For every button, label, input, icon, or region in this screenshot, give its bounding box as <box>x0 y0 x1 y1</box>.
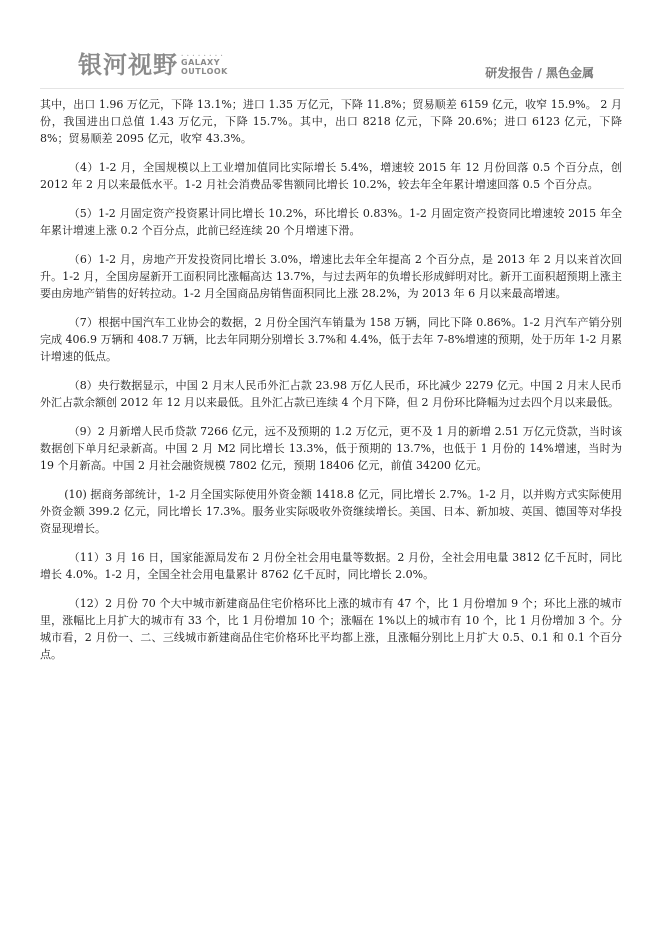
report-body <box>40 96 622 675</box>
paragraph-forex-reserves: （8）央行数据显示，中国 2 月末人民币外汇占款 23.98 万亿人民币，环比减少 2279 亿元。中国 2 月末人民币外汇占款余额创 2012 年 12 月以来最低。且外汇占款已连续 4 个月下降，但 2 月份环比降幅为过去四个月以来最低。 <box>40 379 622 409</box>
paragraph-auto-sales: （7）根据中国汽车工业协会的数据，2 月份全国汽车销量为 158 万辆，同比下降 0.86%。1-2 月汽车产销分别完成 406.9 万辆和 408.7 万辆，比去年同期分别增长 3.7%和 4.4%，低于去年 7-8%增速的预期，处于历年 1-2 月累计增速的低点。 <box>40 316 622 363</box>
paragraph-real-estate: （6）1-2 月，房地产开发投资同比增长 3.0%，增速比去年全年提高 2 个百分点，是 2013 年 2 月以来首次回升。1-2 月，全国房屋新开工面积同比涨幅高达 13.7%，与过去两年的负增长形成鲜明对比。新开工面积超预期上涨主要由房地产销售的好转拉动。1-2 月全国商品房销售面积同比上涨 28.2%，为 2013 年 6 月以来最高增速。 <box>40 253 622 300</box>
logo-outlook: OUTLOOK <box>181 67 228 76</box>
paragraph-credit: （9）2 月新增人民币贷款 7266 亿元，远不及预期的 1.2 万亿元，更不及 1 月的新增 2.51 万亿元贷款，当时该数据创下单月纪录新高。中国 2 月 M2 同比增长 13.3%，低于预期的 13.7%，也低于 1 月份的 14%增速，当时为 19 个月新高。中国 2 月社会融资规模 7802 亿元，预期 18406 亿元，前值 34200 亿元。 <box>40 425 622 472</box>
paragraph-electricity: （11）3 月 16 日，国家能源局发布 2 月份全社会用电量等数据。2 月份，全社会用电量 3812 亿千瓦时，同比增长 4.0%。1-2 月，全国全社会用电量累计 8762 亿千瓦时，同比增长 2.0%。 <box>40 551 622 581</box>
paragraph-housing-prices: （12）2 月份 70 个大中城市新建商品住宅价格环比上涨的城市有 47 个，比 1 月份增加 9 个；环比上涨的城市里，涨幅比上月扩大的城市有 33 个，比 1 月份增加 10 个；涨幅在 1%以上的城市有 10 个，比 1 月份增加 3 个。分城市看，2 月份一、二、三线城市新建商品住宅价格环比平均都上涨，且涨幅分别比上月扩大 0.5、0.1 和 0.1 个百分点。 <box>40 597 622 661</box>
galaxy-outlook-logo <box>78 53 228 77</box>
paragraph-trade: 其中，出口 1.96 万亿元，下降 13.1%；进口 1.35 万亿元，下降 11.8%；贸易顺差 6159 亿元，收窄 15.9%。 2 月份，我国进出口总值 1.43 万亿元，下降 15.7%。其中，出口 8218 亿元，下降 20.6%；进口 6123 亿元，下降 8%；贸易顺差 2095 亿元，收窄 43.3%。 <box>40 98 622 145</box>
header-divider <box>40 88 624 89</box>
paragraph-foreign-investment: (10) 据商务部统计，1-2 月全国实际使用外资金额 1418.8 亿元，同比增长 2.7%。1-2 月，以并购方式实际使用外资金额 399.2 亿元，同比增长 17.3%。服务业实际吸收外资继续增长。美国、日本、新加坡、英国、德国等对华投资显现增长。 <box>40 488 622 535</box>
report-section-tag: 研发报告 / 黑色金属 <box>485 66 594 80</box>
logo-english-text <box>181 54 228 76</box>
logo-chinese-text: 银河视野 <box>78 51 178 79</box>
logo-dots: • • • • • • • • <box>181 53 224 58</box>
paragraph-industrial-output: （4）1-2 月，全国规模以上工业增加值同比实际增长 5.4%，增速较 2015 年 12 月份回落 0.5 个百分点，创 2012 年 2 月以来最低水平。1-2 月社会消费品零售额同比增长 10.2%，较去年全年累计增速回落 0.5 个百分点。 <box>40 161 622 191</box>
logo-galaxy: GALAXY <box>181 58 221 67</box>
paragraph-fixed-asset-investment: （5）1-2 月固定资产投资累计同比增长 10.2%，环比增长 0.83%。1-2 月固定资产投资同比增速较 2015 年全年累计增速上涨 0.2 个百分点，此前已经连续 20 个月增速下滑。 <box>40 207 622 237</box>
page-header <box>0 0 662 90</box>
